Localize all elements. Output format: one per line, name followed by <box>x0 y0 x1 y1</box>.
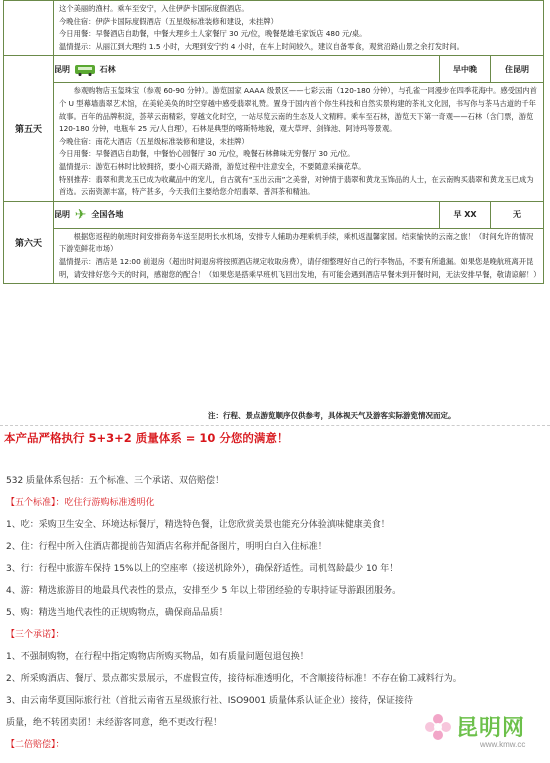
day6-content <box>54 229 543 283</box>
three-promises-title: 【三个承诺】： <box>6 630 65 640</box>
bus-icon <box>75 65 95 74</box>
day-label: 第五天 <box>4 56 54 201</box>
day6-meals: 早 XX <box>440 202 491 229</box>
divider <box>0 425 550 426</box>
promise-item: 1、不强制购物，在行程中指定购物店所购买物品，如有质量问题包退包换！ <box>6 652 309 662</box>
five-standards-title: 【五个标准】：吃住行游购标准透明化 <box>6 498 155 508</box>
day6-route <box>54 202 440 229</box>
watermark <box>424 709 544 753</box>
day5-header <box>54 56 543 83</box>
day5-hotel: 住昆明 <box>491 56 544 83</box>
itinerary-row-day6 <box>4 201 544 283</box>
promise-item: 3、由云南华夏国际旅行社（首批云南省五星级旅行社、ISO9001 质量体系认证企业）接待，保证接待质量，绝不转团卖团！未经游客同意，绝不更改行程！ <box>6 696 413 728</box>
day-label: 第六天 <box>4 201 54 283</box>
day5-route <box>54 56 440 83</box>
day6-paragraph: 温情提示：酒店是 12:00 前退房（超出时间退房将按照酒店规定收取房费），请仔细整理好自己的行李物品，不要有所遗漏。如果您是晚航班离开昆明，请安排好您今天的时间，感谢您的配合！（如果您是搭乘早班机飞回出发地，有可能会遇到酒店早餐未到开餐时间，无法安排早餐，敬请谅解！） <box>59 256 541 279</box>
day5-paragraph: 特别推荐：翡翠和黄龙玉已成为收藏品中的宠儿，自古就有“玉出云南”之美誉，对钟情于翡翠和黄龙玉饰品的人士，在云南购买翡翠和黄龙玉已成为首选。云南资源丰富，特产甚多，今天我们主要给您介绍翡翠、普洱茶和精油。 <box>59 174 534 197</box>
day4-line: 今日用餐：早餐酒店自助餐，中餐大理乡土人家餐厅 30 元/位，晚餐楚雄毛家饭店 480 元/桌。 <box>59 29 367 39</box>
route-to: 全国各地 <box>91 210 124 220</box>
day6-paragraph: 根据您返程的航班时间安排商务车送至昆明长水机场，安排专人辅助办理乘机手续，乘机返温馨家园。结束愉快的云南之旅！（时间允许的情况下游览鲜花市场） <box>59 231 534 254</box>
standard-item: 4、游：精选旅游目的地最具代表性的景点，安排至少 5 年以上带团经验的专职持证导游跟团服务。 <box>6 586 402 596</box>
day6-header <box>54 202 543 229</box>
day4-line: 温情提示：从丽江到大理约 1.5 小时，大理到安宁约 4 小时，在车上时间较久，建议自备零食，观赏沿路山景之余打发时间。 <box>59 41 464 51</box>
airplane-icon: ✈ <box>74 206 87 223</box>
standard-item: 3、行：行程中旅游车保持 15%以上的空座率（接送机除外），确保舒适性。司机驾龄最少 10 年！ <box>6 564 399 574</box>
day6-hotel: 无 <box>491 202 544 229</box>
day5-paragraph: 参观购物店玉玺珠宝（参观 60-90 分钟）。游览国家 AAAA 级景区——七彩云南（120-180 分钟），与孔雀一同漫步在四季花海中。感受国内首个 U 型幕墙翡翠艺术馆，在美轮美奂的时空穿越中感受翡翠礼赞。置身于国内首个你生科技和自然实景构建的茶礼文化园，书写你与茶马古道的千年故事。百年的品牌积淀，荟萃云南精彩，穿越文化时空，一站尽览云南的生态及人文精粹。乘车至石林，游览天下第一奇观——石林（含门票，游览 120-180 分钟，电瓶车 25 元/人自理），石林是典型的喀斯特地貌，观大草坪、剑锋池、阿诗玛等景观。 <box>59 86 537 134</box>
day5-content <box>54 83 543 200</box>
day5-meals: 早中晚 <box>440 56 491 83</box>
itinerary-table <box>3 0 544 284</box>
watermark-brand: 昆明网 <box>456 716 526 741</box>
standard-item: 5、购：精选当地代表性的正规购物点，确保商品品质！ <box>6 608 228 618</box>
day5-paragraph: 温情提示：游览石林时比较拥挤，要小心雨天路滑，游览过程中注意安全，不要随意采摘花草。 <box>59 161 366 171</box>
flower-logo-icon <box>424 713 452 741</box>
standard-item: 2、住：行程中所入住酒店都提前告知酒店名称并配备图片，明明白白入住标准！ <box>6 542 327 552</box>
itinerary-row-day4-tail <box>4 1 544 56</box>
intro-line: 532 质量体系包括：五个标准、三个承诺、双倍赔偿！ <box>6 476 225 486</box>
route-from: 昆明 <box>54 64 70 74</box>
promise-item: 2、所采购酒店、餐厅、景点都实景展示，不虚假宣传，接待标准透明化，不含顺接待标准！不存在偷工减料行为。 <box>6 674 462 684</box>
standard-item: 1、吃：采购卫生安全、环境达标餐厅，精选特色餐，让您欣赏美景也能充分体验滇味健康美食！ <box>6 520 390 530</box>
itinerary-note: 注：行程、景点游览顺序仅供参考，具体视天气及游客实际游览情况而定。 <box>208 411 456 420</box>
day4-line: 今晚住宿：伊萨卡国际度假酒店（五星级标准装修和建设，未挂牌） <box>59 16 278 26</box>
double-compensation-title: 【二倍赔偿】： <box>6 740 65 750</box>
itinerary-row-day5 <box>4 56 544 201</box>
route-from: 昆明 <box>54 210 70 220</box>
day4-content <box>54 1 544 56</box>
route-to: 石林 <box>99 64 116 74</box>
quality-headline: 本产品严格执行 5+3+2 质量体系 = 10 分您的满意！ <box>4 431 289 445</box>
day5-paragraph: 今日用餐：早餐酒店自助餐，中餐怡心园餐厅 30 元/位，晚餐石林彝味无穷餐厅 30 元/位。 <box>59 149 355 159</box>
watermark-url: www.kmw.cc <box>480 740 526 749</box>
day5-paragraph: 今晚住宿：南花大酒店（五星级标准装修和建设，未挂牌） <box>59 136 249 146</box>
day-cell-day4 <box>4 1 54 56</box>
day4-line: 这个美丽的渔村。乘车至安宁，入住伊萨卡国际度假酒店。 <box>59 4 249 13</box>
